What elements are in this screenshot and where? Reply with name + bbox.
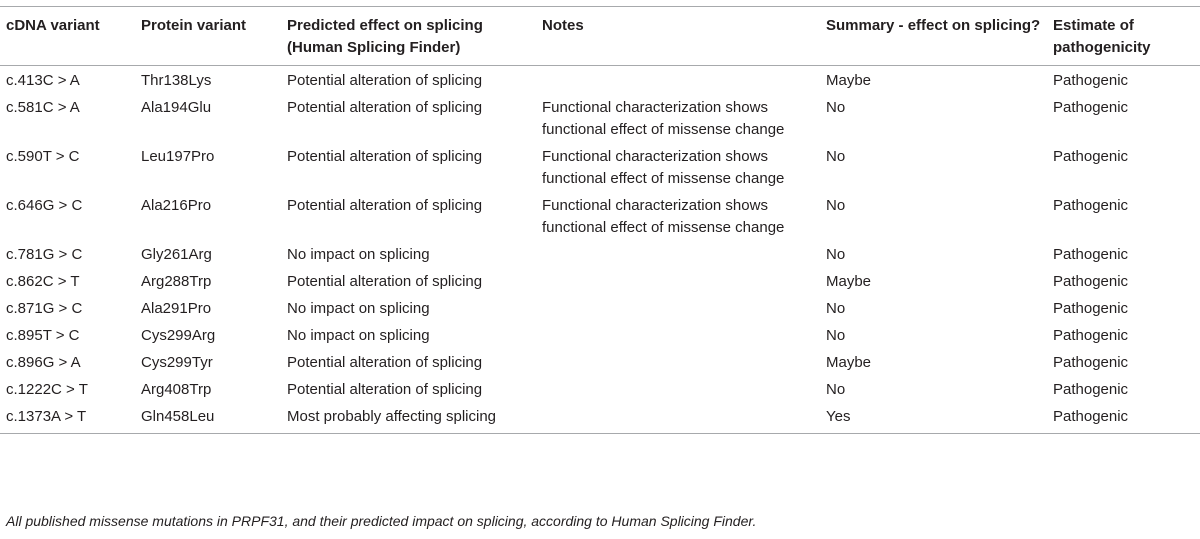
cell-cdna: c.781G > C	[6, 246, 83, 263]
header-protein-variant: Protein variant	[141, 17, 247, 34]
header-summary: Summary - effect on splicing?	[826, 17, 1041, 34]
cell-summary: Maybe	[826, 354, 872, 371]
cell-protein: Ala194Glu	[141, 99, 212, 116]
cell-protein: Gln458Leu	[141, 408, 215, 425]
table-row	[0, 66, 1200, 98]
cell-protein: Thr138Lys	[141, 72, 212, 89]
table-row	[0, 406, 1200, 434]
cell-pathogenicity: Pathogenic	[1053, 354, 1129, 371]
cell-protein: Arg288Trp	[141, 273, 212, 290]
cell-cdna: c.862C > T	[6, 273, 80, 290]
cell-cdna: c.1373A > T	[6, 408, 87, 425]
cell-pathogenicity: Pathogenic	[1053, 72, 1129, 89]
table-header	[0, 7, 1200, 66]
cell-pathogenicity: Pathogenic	[1053, 300, 1129, 317]
cell-pathogenicity: Pathogenic	[1053, 246, 1129, 263]
cell-notes: Functional characterization shows functional effect of missense change	[542, 99, 785, 138]
cell-pathogenicity: Pathogenic	[1053, 408, 1129, 425]
table-row	[0, 352, 1200, 379]
cell-cdna: c.413C > A	[6, 72, 80, 89]
table-row	[0, 271, 1200, 298]
cell-pathogenicity: Pathogenic	[1053, 99, 1129, 116]
cell-cdna: c.871G > C	[6, 300, 83, 317]
table-row	[0, 379, 1200, 406]
cell-protein: Gly261Arg	[141, 246, 212, 263]
cell-cdna: c.581C > A	[6, 99, 80, 116]
cell-notes	[536, 325, 820, 352]
cell-notes	[536, 406, 820, 434]
cell-predicted-effect: Potential alteration of splicing	[287, 148, 483, 165]
cell-notes	[536, 298, 820, 325]
cell-cdna: c.896G > A	[6, 354, 81, 371]
cell-notes: Functional characterization shows functional effect of missense change	[542, 148, 785, 187]
cell-cdna: c.1222C > T	[6, 381, 88, 398]
cell-protein: Ala216Pro	[141, 197, 212, 214]
cell-predicted-effect: Most probably affecting splicing	[287, 408, 497, 425]
cell-summary: No	[826, 148, 846, 165]
cell-predicted-effect: Potential alteration of splicing	[287, 354, 483, 371]
cell-summary: No	[826, 197, 846, 214]
table-caption: All published missense mutations in PRPF31, and their predicted impact on splicing, according to Human Splicing Finder.	[6, 513, 757, 529]
cell-notes	[536, 244, 820, 271]
cell-pathogenicity: Pathogenic	[1053, 148, 1129, 165]
cell-predicted-effect: Potential alteration of splicing	[287, 197, 483, 214]
cell-pathogenicity: Pathogenic	[1053, 381, 1129, 398]
cell-protein: Arg408Trp	[141, 381, 212, 398]
cell-predicted-effect: Potential alteration of splicing	[287, 273, 483, 290]
cell-cdna: c.895T > C	[6, 327, 80, 344]
cell-predicted-effect: No impact on splicing	[287, 300, 430, 317]
cell-predicted-effect: Potential alteration of splicing	[287, 381, 483, 398]
header-predicted-effect: Predicted effect on splicing (Human Splicing Finder)	[287, 17, 483, 56]
table-row	[0, 97, 1200, 146]
cell-summary: No	[826, 99, 846, 116]
cell-protein: Cys299Arg	[141, 327, 216, 344]
cell-cdna: c.646G > C	[6, 197, 83, 214]
cell-protein: Cys299Tyr	[141, 354, 213, 371]
table-row	[0, 325, 1200, 352]
cell-summary: No	[826, 300, 846, 317]
cell-predicted-effect: No impact on splicing	[287, 327, 430, 344]
cell-protein: Ala291Pro	[141, 300, 212, 317]
cell-predicted-effect: Potential alteration of splicing	[287, 99, 483, 116]
cell-summary: Maybe	[826, 72, 872, 89]
cell-protein: Leu197Pro	[141, 148, 215, 165]
cell-cdna: c.590T > C	[6, 148, 80, 165]
table-row	[0, 244, 1200, 271]
cell-notes: Functional characterization shows functional effect of missense change	[542, 197, 785, 236]
cell-predicted-effect: No impact on splicing	[287, 246, 430, 263]
cell-summary: No	[826, 381, 846, 398]
header-cdna-variant: cDNA variant	[6, 17, 100, 34]
cell-notes	[536, 271, 820, 298]
table-row	[0, 146, 1200, 195]
cell-summary: No	[826, 246, 846, 263]
cell-notes	[536, 352, 820, 379]
header-notes: Notes	[542, 17, 584, 34]
header-row	[0, 7, 1200, 66]
cell-summary: No	[826, 327, 846, 344]
table-row	[0, 195, 1200, 244]
table-row	[0, 298, 1200, 325]
cell-pathogenicity: Pathogenic	[1053, 327, 1129, 344]
splicing-table	[0, 6, 1200, 434]
cell-notes	[536, 379, 820, 406]
header-pathogenicity: Estimate of pathogenicity	[1053, 17, 1151, 56]
table-body	[0, 66, 1200, 434]
cell-pathogenicity: Pathogenic	[1053, 197, 1129, 214]
cell-predicted-effect: Potential alteration of splicing	[287, 72, 483, 89]
cell-summary: Maybe	[826, 273, 872, 290]
cell-summary: Yes	[826, 408, 851, 425]
cell-notes	[536, 66, 820, 98]
cell-pathogenicity: Pathogenic	[1053, 273, 1129, 290]
